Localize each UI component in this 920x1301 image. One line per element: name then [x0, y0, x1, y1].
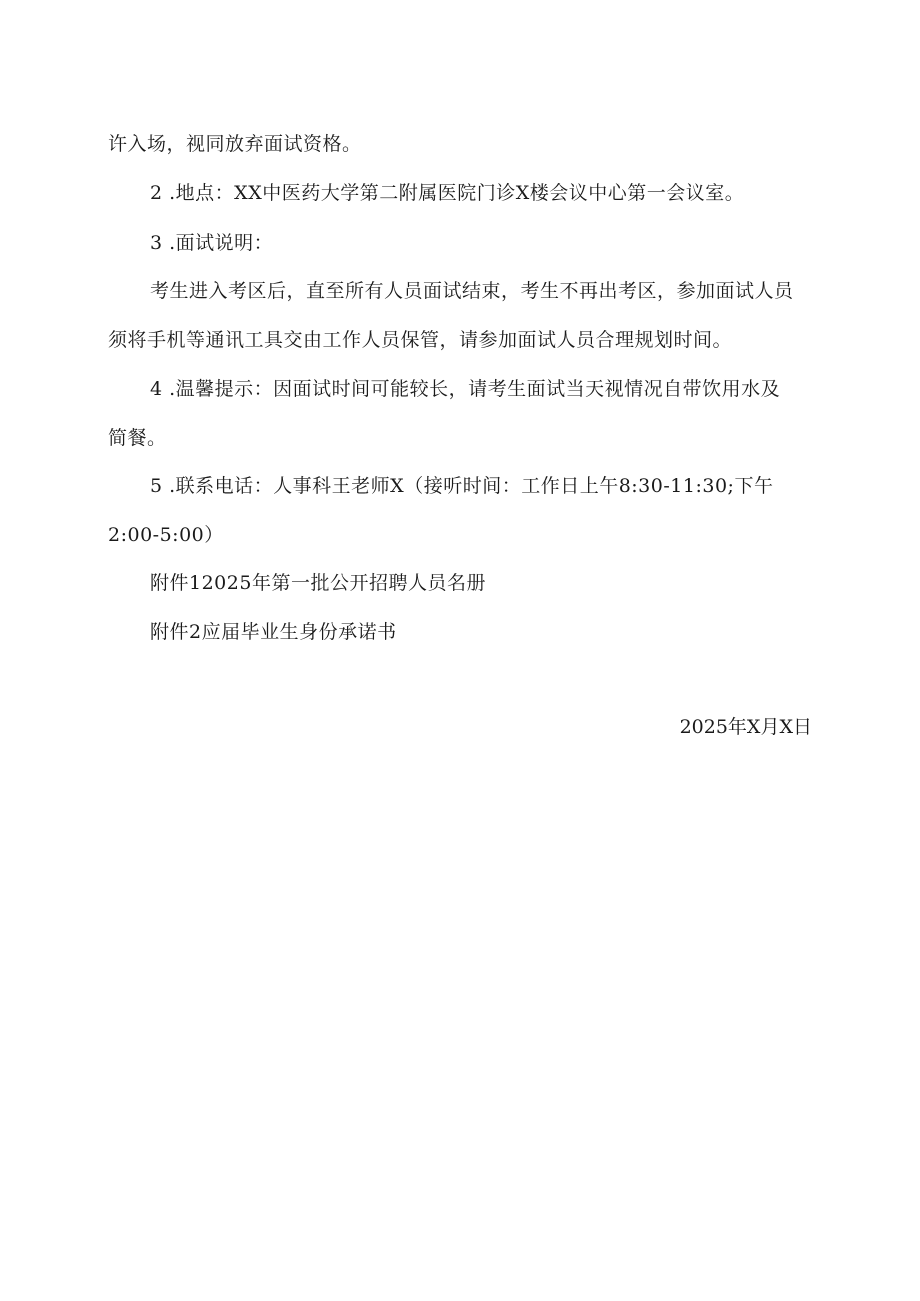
document-date: 2025年X月X日 [679, 716, 812, 738]
item-4-tips-line-1: 4 .温馨提示：因面试时间可能较长，请考生面试当天视情况自带饮用水及 [150, 378, 781, 400]
item-4-tips-line-2: 简餐。 [108, 427, 167, 449]
attachment-2: 附件2应届毕业生身份承诺书 [150, 621, 397, 643]
item-5-contact-line-1: 5 .联系电话：人事科王老师X（接听时间：工作日上午8:30-11:30;下午 [150, 475, 774, 497]
interview-notes-line-1: 考生进入考区后，直至所有人员面试结束，考生不再出考区，参加面试人员 [150, 280, 794, 302]
item-5-contact-line-2: 2:00-5:00） [108, 524, 224, 546]
attachment-1: 附件12025年第一批公开招聘人员名册 [150, 572, 486, 594]
item-2-location: 2 .地点：XX中医药大学第二附属医院门诊X楼会议中心第一会议室。 [150, 182, 745, 204]
paragraph-line-continuation: 许入场，视同放弃面试资格。 [108, 133, 362, 155]
interview-notes-line-2: 须将手机等通讯工具交由工作人员保管，请参加面试人员合理规划时间。 [108, 329, 733, 351]
item-3-heading: 3 .面试说明： [150, 232, 274, 254]
